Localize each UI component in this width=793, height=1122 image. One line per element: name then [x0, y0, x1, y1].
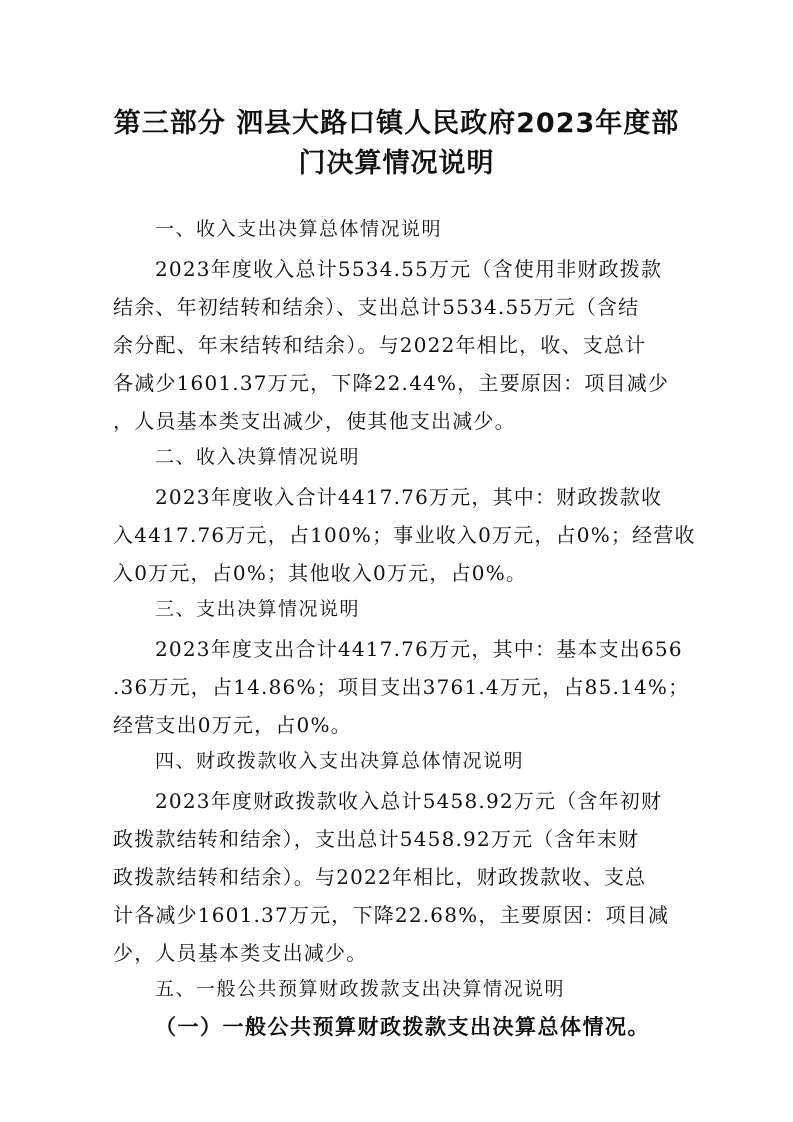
section-4-line-1: 2023年度财政拨款收入总计5458.92万元（含年初财: [155, 789, 663, 813]
section-5-subheading: （一）一般公共预算财政拨款支出决算总体情况。: [155, 1014, 650, 1039]
section-3-line-2: .36万元，占14.86%；项目支出3761.4万元，占85.14%；: [113, 675, 690, 699]
section-1-line-1: 2023年度收入总计5534.55万元（含使用非财政拨款: [155, 257, 663, 281]
section-2-heading: 二、收入决算情况说明: [155, 446, 361, 468]
section-1-line-3: 余分配、年末结转和结余）。与2022年相比，收、支总计: [113, 333, 647, 357]
section-5-heading: 五、一般公共预算财政拨款支出决算情况说明: [155, 978, 566, 1000]
section-2-line-2: 入4417.76万元，占100%；事业收入0万元，占0%；经营收: [113, 523, 696, 547]
section-1-heading: 一、收入支出决算总体情况说明: [155, 218, 443, 240]
section-1-line-2: 结余、年初结转和结余）、支出总计5534.55万元（含结: [113, 295, 640, 319]
section-3-line-1: 2023年度支出合计4417.76万元，其中：基本支出656: [155, 637, 683, 661]
section-2-line-1: 2023年度收入合计4417.76万元，其中：财政拨款收: [155, 485, 663, 509]
section-4-line-3: 政拨款结转和结余）。与2022年相比，财政拨款收、支总: [113, 865, 647, 889]
section-4-heading: 四、财政拨款收入支出决算总体情况说明: [155, 750, 525, 772]
section-4-line-2: 政拨款结转和结余），支出总计5458.92万元（含年末财: [113, 827, 640, 851]
document-title-line-1: 第三部分 泗县大路口镇人民政府2023年度部: [113, 108, 680, 139]
section-3-heading: 三、支出决算情况说明: [155, 598, 361, 620]
section-1-line-4: 各减少1601.37万元，下降22.44%，主要原因：项目减少: [113, 371, 670, 395]
document-title-line-2: 门决算情况说明: [298, 148, 495, 179]
section-4-line-4: 计各减少1601.37万元，下降22.68%，主要原因：项目减: [113, 903, 670, 927]
section-2-line-3: 入0万元，占0%；其他收入0万元，占0%。: [113, 561, 528, 585]
section-4-line-5: 少，人员基本类支出减少。: [113, 941, 368, 965]
section-1-line-5: ，人员基本类支出减少，使其他支出减少。: [113, 409, 516, 433]
section-3-line-3: 经营支出0万元，占0%。: [113, 713, 352, 737]
